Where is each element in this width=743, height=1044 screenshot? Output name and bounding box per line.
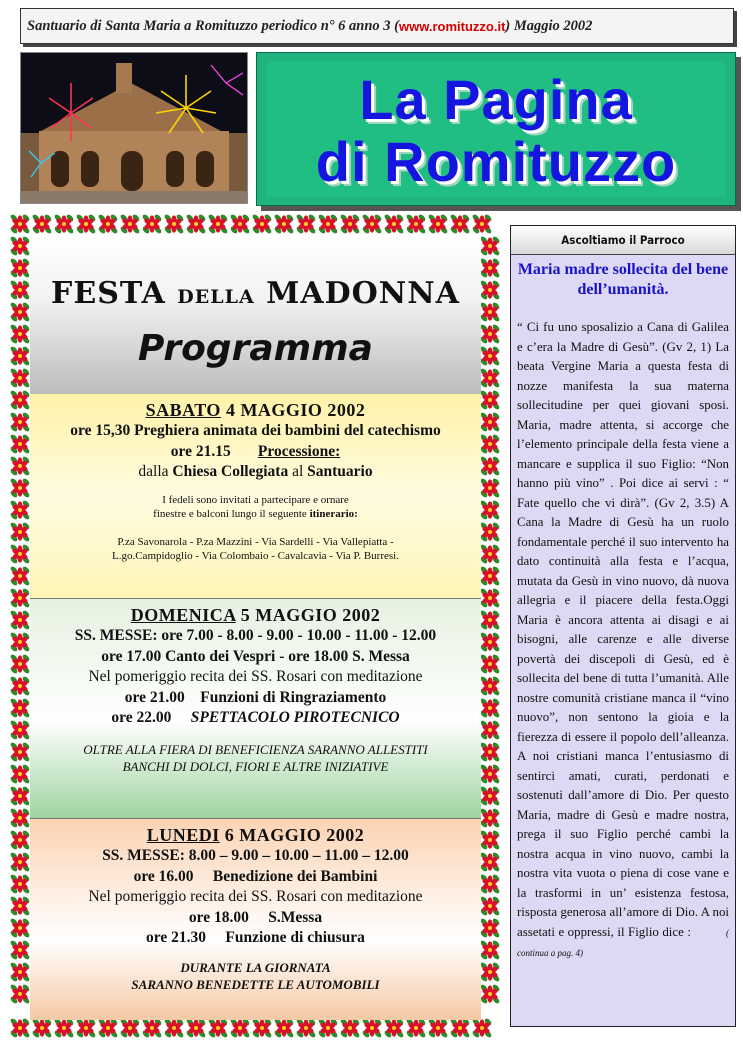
saturday-note-1: I fedeli sono invitati a partecipare e ornare <box>162 493 349 506</box>
sunday-caption-1: OLTRE ALLA FIERA DI BENEFICIENZA SARANNO ALLESTITI <box>83 741 428 757</box>
monday-caption-1: DURANTE LA GIORNATA <box>180 959 331 975</box>
flower-ornament <box>427 1017 448 1038</box>
flower-ornament <box>10 257 31 278</box>
church-photo <box>20 52 248 204</box>
flower-ornament <box>10 587 31 608</box>
flower-ornament <box>479 389 500 410</box>
flower-ornament <box>207 1017 228 1038</box>
flower-ornament <box>273 214 294 235</box>
program-panel <box>30 236 481 1019</box>
flower-ornament <box>10 433 31 454</box>
flower-ornament <box>10 917 31 938</box>
flower-ornament <box>10 719 31 740</box>
flower-ornament <box>479 631 500 652</box>
flower-ornament <box>229 214 250 235</box>
masthead-date: ) Maggio 2002 <box>505 17 593 34</box>
flower-ornament <box>97 214 118 235</box>
flower-ornament <box>10 411 31 432</box>
flower-ornament <box>449 1017 470 1038</box>
monday-date: LUNEDI 6 MAGGIO 2002 <box>146 825 365 845</box>
flower-ornament <box>75 1017 96 1038</box>
flower-ornament <box>119 1017 140 1038</box>
flower-ornament <box>10 697 31 718</box>
flower-ornament <box>479 367 500 388</box>
flower-ornament <box>163 1017 184 1038</box>
programma-subtitle: Programma <box>138 328 373 369</box>
flower-ornament <box>31 214 52 235</box>
flower-ornament <box>10 214 31 235</box>
flower-ornament <box>479 983 500 1004</box>
saturday-note-2: finestre e balconi lungo il seguente itinerario: <box>153 507 358 520</box>
sunday-line-4: ore 21.00 Funzioni di Ringraziamento <box>124 688 387 706</box>
flower-ornament <box>97 1017 118 1038</box>
column-body <box>517 318 729 964</box>
flower-ornament <box>479 411 500 432</box>
flower-ornament <box>10 983 31 1004</box>
sunday-line-2: ore 17.00 Canto dei Vespri - ore 18.00 S. Messa <box>101 647 410 665</box>
flower-ornament <box>251 1017 272 1038</box>
parish-column <box>510 225 736 1027</box>
flower-ornament <box>141 214 162 235</box>
flower-ornament <box>10 1017 31 1038</box>
flower-ornament <box>479 675 500 696</box>
masthead-bar <box>20 8 734 44</box>
flower-ornament <box>163 214 184 235</box>
flower-ornament <box>479 565 500 586</box>
flower-ornament <box>479 521 500 542</box>
flower-ornament <box>479 697 500 718</box>
flower-ornament <box>10 455 31 476</box>
monday-line-5: ore 21.30 Funzione di chiusura <box>146 929 365 946</box>
saturday-route-1: P.za Savonarola - P.za Mazzini - Via Sardelli - Via Vallepiatta - <box>117 535 394 548</box>
festa-word-3: MADONNA <box>266 276 460 311</box>
flower-ornament <box>479 763 500 784</box>
sunday-section <box>30 598 481 819</box>
flower-ornament <box>10 477 31 498</box>
flower-ornament <box>479 587 500 608</box>
flower-ornament <box>251 214 272 235</box>
flower-ornament <box>317 1017 338 1038</box>
flower-ornament <box>479 653 500 674</box>
program-heading <box>30 236 481 395</box>
flower-ornament <box>479 455 500 476</box>
flower-ornament <box>479 609 500 630</box>
flower-ornament <box>427 214 448 235</box>
flower-ornament <box>479 873 500 894</box>
flower-ornament <box>479 301 500 322</box>
flower-ornament <box>479 279 500 300</box>
flower-ornament <box>383 214 404 235</box>
flower-ornament <box>479 235 500 256</box>
flower-ornament <box>383 1017 404 1038</box>
flower-ornament <box>361 1017 382 1038</box>
flower-ornament <box>479 895 500 916</box>
flower-ornament <box>10 609 31 630</box>
flower-ornament <box>449 214 470 235</box>
saturday-date: SABATO 4 MAGGIO 2002 <box>145 400 366 420</box>
flower-ornament <box>119 214 140 235</box>
flower-ornament <box>185 214 206 235</box>
flower-ornament <box>361 214 382 235</box>
flower-ornament <box>10 851 31 872</box>
flower-ornament <box>10 961 31 982</box>
saturday-route-2: L.go.Campidoglio - Via Colombaio - Cavalcavia - Via P. Burresi. <box>112 549 399 562</box>
flower-ornament <box>317 214 338 235</box>
flower-ornament <box>479 543 500 564</box>
flower-ornament <box>10 763 31 784</box>
flower-ornament <box>479 807 500 828</box>
flower-ornament <box>10 895 31 916</box>
flower-ornament <box>479 741 500 762</box>
flower-ornament <box>10 807 31 828</box>
flower-ornament <box>10 521 31 542</box>
title-line-1: La Pagina <box>359 68 633 131</box>
flower-ornament <box>10 543 31 564</box>
flower-ornament <box>10 741 31 762</box>
flower-ornament <box>10 675 31 696</box>
flower-ornament <box>273 1017 294 1038</box>
flower-ornament <box>10 631 31 652</box>
column-text: “ Ci fu uno sposalizio a Cana di Galilea e c’era la Madre di Gesù”. (Gv 2, 1) La beata Vergine Maria a questa festa di nozze manifesta la sua materna sollecitudine per quei giovani sposi. Maria, madre attenta, si accorge che l’elemento principale della festa viene a mancare e supplica il suo Figlio: “Non hanno più vino” . Poi dice ai servi : “ Fate quello che vi dirà”. (Gv 2, 3.5) A Cana la Madre di Gesù ha un ruolo fondamentale perché il suo intervento ha dato continuità alla festa e l’acqua, mutata da Gesù in vino nuovo, dà nuova allegria e il piacere della festa.Oggi Maria è ancora attenta ai disagi e ai bisogni, alle carenze e alle diverse povertà dei discepoli di Gesù, ed è sollecita del bene di tutta l’umanità. Alle nostre comunità cristiane manca il “vino nuovo”, non sentono la gioia e la fierezza di essere il popolo dell’alleanza. A noi cristiani manca l’entusiasmo di sentirci amati, curati, perdonati e sostenuti dall’amore di Dio. Per questo Maria, madre di Gesù e madre nostra, prega il suo Figlio perché cambi la nostra acqua in vino nuovo, cambi la nostra vita vuota o piena di cose vane e la trasformi in un’ esistenza festosa, risposta generosa all’amore di Dio. A noi assetati e oppressi, il Figlio dice : <box>517 320 729 939</box>
flower-ornament <box>10 301 31 322</box>
festa-word-1: FESTA <box>51 276 166 311</box>
flower-ornament <box>141 1017 162 1038</box>
flower-ornament <box>10 565 31 586</box>
flower-ornament <box>479 433 500 454</box>
flower-ornament <box>53 214 74 235</box>
flower-ornament <box>10 829 31 850</box>
flower-ornament <box>479 477 500 498</box>
saturday-line-3: dalla Chiesa Collegiata al Santuario <box>138 463 373 480</box>
flower-ornament <box>10 279 31 300</box>
flower-ornament <box>479 829 500 850</box>
monday-line-4: ore 18.00 S.Messa <box>188 908 323 926</box>
flower-ornament <box>479 961 500 982</box>
flower-ornament <box>479 939 500 960</box>
flower-ornament <box>229 1017 250 1038</box>
flower-ornament <box>10 389 31 410</box>
flower-ornament <box>471 214 492 235</box>
website-link[interactable]: www.romituzzo.it <box>399 18 506 34</box>
flower-ornament <box>339 1017 360 1038</box>
flower-ornament <box>479 323 500 344</box>
sunday-line-3: Nel pomeriggio recita dei SS. Rosari con meditazione <box>88 668 423 685</box>
flower-ornament <box>31 1017 52 1038</box>
monday-line-2: ore 16.00 Benedizione dei Bambini <box>133 867 378 885</box>
flower-ornament <box>479 345 500 366</box>
monday-section <box>30 818 481 1020</box>
flower-ornament <box>339 214 360 235</box>
flower-ornament <box>471 1017 492 1038</box>
flower-ornament <box>10 345 31 366</box>
title-line-2: di Romituzzo <box>315 130 677 193</box>
flower-ornament <box>479 257 500 278</box>
flower-ornament <box>479 917 500 938</box>
sunday-line-5: ore 22.00 SPETTACOLO PIROTECNICO <box>111 709 400 726</box>
flower-ornament <box>295 214 316 235</box>
masthead-text: Santuario di Santa Maria a Romituzzo periodico n° 6 anno 3 ( <box>27 17 400 34</box>
flower-ornament <box>479 499 500 520</box>
column-title: Maria madre sollecita del bene dell’umanità. <box>517 261 729 298</box>
flower-ornament <box>405 214 426 235</box>
flower-ornament <box>10 367 31 388</box>
monday-line-1: SS. MESSE: 8.00 – 9.00 – 10.00 – 11.00 – 12.00 <box>102 847 409 864</box>
flower-ornament <box>479 851 500 872</box>
flower-ornament <box>295 1017 316 1038</box>
flower-ornament <box>75 214 96 235</box>
monday-line-3: Nel pomeriggio recita dei SS. Rosari con meditazione <box>88 888 423 905</box>
sunday-date: DOMENICA 5 MAGGIO 2002 <box>130 605 381 625</box>
monday-caption-2: SARANNO BENEDETTE LE AUTOMOBILI <box>131 976 380 992</box>
flower-ornament <box>185 1017 206 1038</box>
flower-ornament <box>10 235 31 256</box>
sunday-line-1: SS. MESSE: ore 7.00 - 8.00 - 9.00 - 10.00 - 11.00 - 12.00 <box>74 627 437 644</box>
festa-title <box>30 276 481 311</box>
saturday-line-1: ore 15,30 Preghiera animata dei bambini del catechismo <box>70 422 441 439</box>
flower-ornament <box>479 719 500 740</box>
continued-note: ( continua a pag. 4) <box>517 927 729 958</box>
sunday-caption-2: BANCHI DI DOLCI, FIORI E ALTRE INIZIATIVE <box>122 758 389 774</box>
flower-ornament <box>10 939 31 960</box>
flower-ornament <box>10 873 31 894</box>
flower-ornament <box>207 214 228 235</box>
newsletter-title-box <box>256 52 736 206</box>
saturday-section <box>30 394 481 598</box>
flower-ornament <box>10 323 31 344</box>
flower-ornament <box>53 1017 74 1038</box>
flower-ornament <box>10 653 31 674</box>
festa-word-2: DELLA <box>177 286 255 308</box>
flower-ornament <box>10 499 31 520</box>
flower-ornament <box>10 785 31 806</box>
flower-ornament <box>479 785 500 806</box>
flower-ornament <box>405 1017 426 1038</box>
column-header: Ascoltiamo il Parroco <box>511 226 735 255</box>
saturday-line-2: ore 21.15 Processione: <box>170 442 341 460</box>
